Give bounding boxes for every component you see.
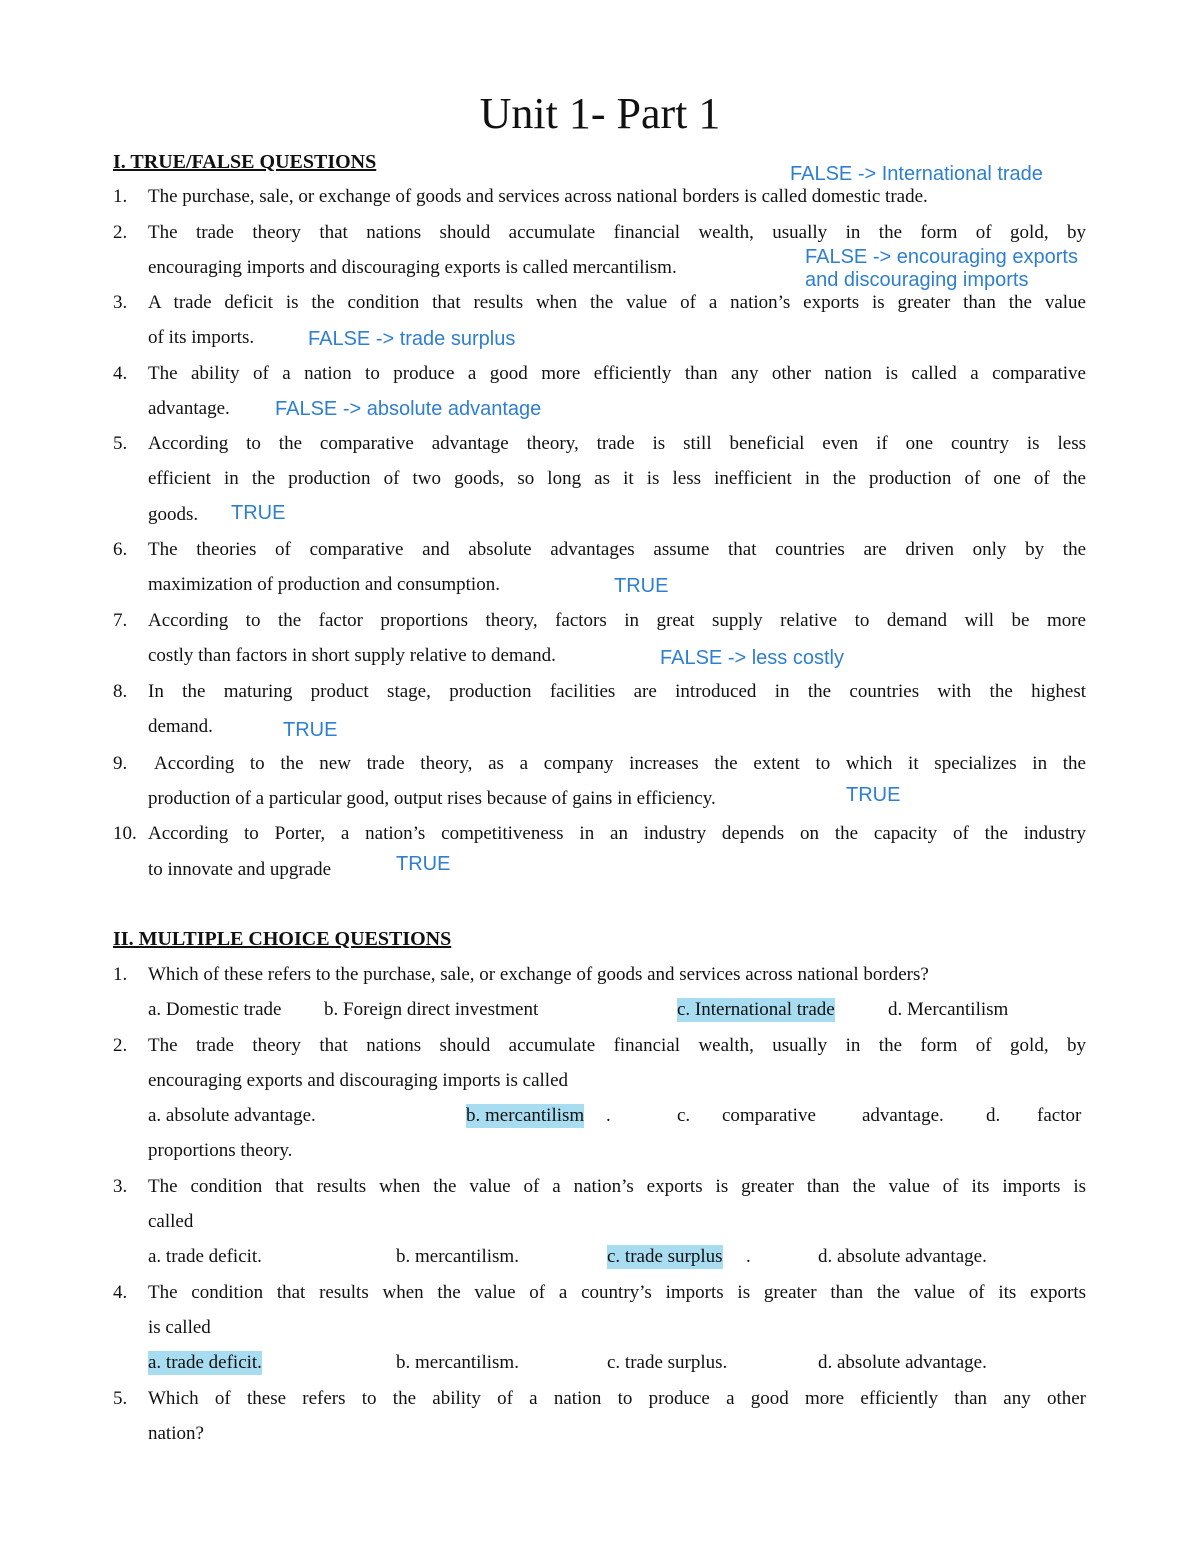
tf-answer: TRUE [846,784,901,806]
tf-item-text: goods. [148,504,199,525]
mc-option: a. absolute advantage. [148,1105,316,1126]
tf-item-number: 5. [113,433,128,454]
tf-item-text: In the maturing product stage, production facilities are introduced in the countries with the highest [148,681,1086,702]
mc-option: comparative [722,1105,816,1126]
tf-item-text: According to the factor proportions theory, factors in great supply relative to demand will be more [148,610,1086,631]
tf-item-text: demand. [148,716,213,737]
mc-item-number: 4. [113,1282,128,1303]
mc-option-period: . [606,1105,611,1126]
tf-item-text: encouraging imports and discouraging exports is called mercantilism. [148,257,677,278]
tf-item-text: According to the new trade theory, as a company increases the extent to which it specializes in the [154,753,1086,774]
mc-item-text: The condition that results when the value of a nation’s exports is greater than the value of its imports is [148,1176,1086,1197]
tf-answer: FALSE -> less costly [660,647,844,669]
tf-item-number: 8. [113,681,128,702]
tf-item-number: 2. [113,222,128,243]
mc-option: b. Foreign direct investment [324,999,539,1020]
mc-option-correct: b. mercantilism [466,1105,585,1126]
mc-option: c. [677,1105,691,1126]
tf-item-text: The trade theory that nations should accumulate financial wealth, usually in the form of gold, by [148,222,1086,243]
mc-option: c. trade surplus. [607,1352,728,1373]
tf-item-text: to innovate and upgrade [148,859,332,880]
mc-option: a. Domestic trade [148,999,282,1020]
mc-item-number: 5. [113,1388,128,1409]
mc-item-text: called [148,1211,194,1232]
page-title: Unit 1- Part 1 [479,89,721,138]
tf-item-number: 6. [113,539,128,560]
mc-section-heading: II. MULTIPLE CHOICE QUESTIONS [113,928,452,950]
tf-item-number: 10. [113,823,137,844]
tf-item-number: 9. [113,753,128,774]
tf-item-text: of its imports. [148,327,255,348]
mc-item-text: The trade theory that nations should accumulate financial wealth, usually in the form of gold, by [148,1035,1086,1056]
mc-item-text: nation? [148,1423,204,1444]
tf-answer: FALSE -> International trade [790,163,1043,185]
mc-option: advantage. [862,1105,944,1126]
tf-item-text: maximization of production and consumption. [148,574,500,595]
tf-item-text: The purchase, sale, or exchange of goods and services across national borders is called domestic trade. [148,186,928,207]
tf-answer: TRUE [396,853,451,875]
tf-item-text: According to the comparative advantage theory, trade is still beneficial even if one country is less [148,433,1086,454]
tf-answer: TRUE [283,719,338,741]
mc-item-text: is called [148,1317,211,1338]
tf-section-heading: I. TRUE/FALSE QUESTIONS [113,151,377,173]
mc-item-number: 3. [113,1176,128,1197]
mc-option-correct: a. trade deficit. [148,1352,262,1373]
mc-option: d. Mercantilism [888,999,1009,1020]
tf-item-text: costly than factors in short supply relative to demand. [148,645,556,666]
tf-answer: TRUE [231,502,286,524]
mc-option-correct: c. trade surplus [607,1246,723,1267]
mc-item-text: encouraging exports and discouraging imports is called [148,1070,569,1091]
tf-item-number: 4. [113,363,128,384]
mc-option: factor [1037,1105,1082,1126]
mc-option: d. absolute advantage. [818,1352,987,1373]
tf-item-text: The ability of a nation to produce a good more efficiently than any other nation is called a comparative [148,363,1086,384]
mc-option: b. mercantilism. [396,1246,519,1267]
mc-item-text: Which of these refers to the ability of a nation to produce a good more efficiently than any other [148,1388,1086,1409]
mc-option: b. mercantilism. [396,1352,519,1373]
tf-item-text: A trade deficit is the condition that results when the value of a nation’s exports is greater than the value [148,292,1086,313]
tf-item-number: 1. [113,186,128,207]
tf-item-number: 3. [113,292,128,313]
mc-option: a. trade deficit. [148,1246,262,1267]
tf-item-text: advantage. [148,398,230,419]
tf-item-text: The theories of comparative and absolute advantages assume that countries are driven only by the [148,539,1086,560]
mc-option-period: . [746,1246,751,1267]
tf-item-text: efficient in the production of two goods, so long as it is less inefficient in the production of one of the [148,468,1086,489]
mc-item-number: 2. [113,1035,128,1056]
mc-option: d. [986,1105,1001,1126]
mc-option: proportions theory. [148,1140,293,1161]
mc-item-text: The condition that results when the value of a country’s imports is greater than the value of its exports [148,1282,1086,1303]
tf-answer: TRUE [614,575,669,597]
tf-item-text: According to Porter, a nation’s competitiveness in an industry depends on the capacity of the industry [148,823,1086,844]
tf-item-text: production of a particular good, output rises because of gains in efficiency. [148,788,716,809]
mc-item-number: 1. [113,964,128,985]
mc-option: d. absolute advantage. [818,1246,987,1267]
mc-item-text: Which of these refers to the purchase, sale, or exchange of goods and services across national borders? [148,964,929,985]
mc-option-correct: c. International trade [677,999,835,1020]
tf-answer: FALSE -> trade surplus [308,328,516,350]
tf-answer: FALSE -> absolute advantage [275,398,542,420]
tf-answer: FALSE -> encouraging exports [805,246,1078,268]
tf-answer: and discouraging imports [805,269,1029,291]
tf-item-number: 7. [113,610,128,631]
